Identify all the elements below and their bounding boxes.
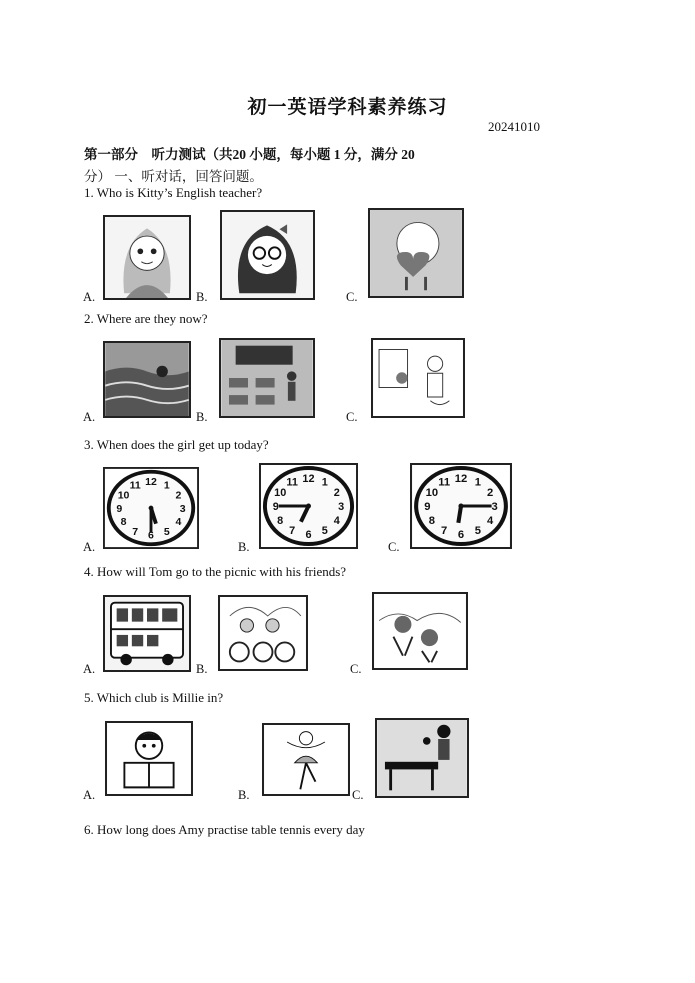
clock-number: 7 <box>441 525 448 538</box>
clock-number: 10 <box>117 489 130 502</box>
clock-number: 8 <box>277 514 284 528</box>
clock-number: 4 <box>333 514 340 528</box>
clock-number: 1 <box>163 479 170 492</box>
question-1: 1. Who is Kitty’s English teacher? <box>84 185 263 200</box>
picture-table-tennis <box>375 718 469 798</box>
section-name: 听力测试（共 <box>151 147 233 162</box>
option-4b[interactable]: B. <box>196 662 208 676</box>
option-5a[interactable]: A. <box>83 788 96 802</box>
option-5c[interactable]: C. <box>352 788 364 802</box>
option-1c[interactable]: C. <box>346 290 358 304</box>
section-heading <box>84 143 415 163</box>
clock-number: 11 <box>438 476 451 489</box>
clock-number: 7 <box>289 525 296 538</box>
section-mid2: 分，满分 <box>343 147 398 162</box>
clock-option-c <box>410 463 512 549</box>
option-3c[interactable]: C. <box>388 540 400 554</box>
section-score: 1 <box>333 147 341 162</box>
clock-number: 10 <box>425 487 439 499</box>
clock-option-b <box>259 463 358 549</box>
picture-girl-long-hair <box>103 215 191 300</box>
section-part: 第一部分 <box>84 147 138 162</box>
clock-number: 5 <box>321 525 328 538</box>
option-1b[interactable]: B. <box>196 290 208 304</box>
picture-swimming-pool <box>103 341 191 418</box>
hour-hand <box>458 506 461 523</box>
option-3b[interactable]: B. <box>238 540 250 554</box>
clock-number: 3 <box>179 502 186 515</box>
clock-number: 6 <box>148 529 154 542</box>
exam-date: 20241010 <box>488 119 540 134</box>
clock-number: 12 <box>302 472 315 486</box>
option-2b[interactable]: B. <box>196 410 208 424</box>
clock-number: 3 <box>491 501 498 513</box>
clock-number: 4 <box>175 516 182 529</box>
question-5: 5. Which club is Millie in? <box>84 690 224 705</box>
option-4c[interactable]: C. <box>350 662 362 676</box>
picture-classroom <box>219 338 315 418</box>
picture-girl-glasses <box>220 210 315 300</box>
option-4a[interactable]: A. <box>83 662 96 676</box>
clock-number: 9 <box>424 501 431 513</box>
clock-number: 6 <box>457 529 465 541</box>
question-2: 2. Where are they now? <box>84 311 208 326</box>
clock-number: 2 <box>487 487 494 499</box>
picture-bicycles <box>218 595 308 671</box>
clock-number: 8 <box>428 515 435 527</box>
question-6: 6. How long does Amy practise table tennis every day <box>84 822 365 837</box>
option-1a[interactable]: A. <box>83 290 96 304</box>
clock-number: 12 <box>454 473 468 485</box>
clock-number: 3 <box>338 500 345 514</box>
clock-number: 5 <box>163 525 170 538</box>
clock-number: 8 <box>120 516 127 529</box>
picture-double-decker-bus <box>103 595 191 672</box>
question-4: 4. How will Tom go to the picnic with his friends? <box>84 564 347 579</box>
option-5b[interactable]: B. <box>238 788 250 802</box>
picture-walking-kids <box>372 592 468 670</box>
clock-number: 4 <box>487 515 494 527</box>
clock-number: 6 <box>305 528 312 542</box>
option-2c[interactable]: C. <box>346 410 358 424</box>
clock-number: 2 <box>175 489 182 502</box>
clock-number: 11 <box>129 479 141 492</box>
clock-number: 5 <box>474 525 481 538</box>
picture-kitchen <box>371 338 465 418</box>
clock-number: 10 <box>274 486 287 500</box>
picture-girl-heart <box>368 208 464 298</box>
clock-number: 12 <box>145 476 157 489</box>
option-3a[interactable]: A. <box>83 540 96 554</box>
clock-number: 9 <box>116 502 123 515</box>
question-3: 3. When does the girl get up today? <box>84 437 269 452</box>
clock-number: 1 <box>474 476 481 489</box>
clock-number: 1 <box>321 476 328 489</box>
section-total: 20 <box>401 147 415 162</box>
clock-number: 9 <box>272 500 279 514</box>
clock-number: 2 <box>333 486 340 500</box>
picture-ballet-dancer <box>262 723 350 796</box>
section-mid: 小题，每小题 <box>249 147 331 162</box>
clock-number: 7 <box>132 525 139 538</box>
option-2a[interactable]: A. <box>83 410 96 424</box>
section-count: 20 <box>232 147 246 162</box>
picture-boy-reading <box>105 721 193 796</box>
clock-number: 11 <box>286 476 298 489</box>
page-title: 初一英语学科素养练习 <box>247 97 448 118</box>
clock-option-a <box>103 467 199 549</box>
section-subheading: 分） 一、听对话，回答问题。 <box>84 169 263 184</box>
